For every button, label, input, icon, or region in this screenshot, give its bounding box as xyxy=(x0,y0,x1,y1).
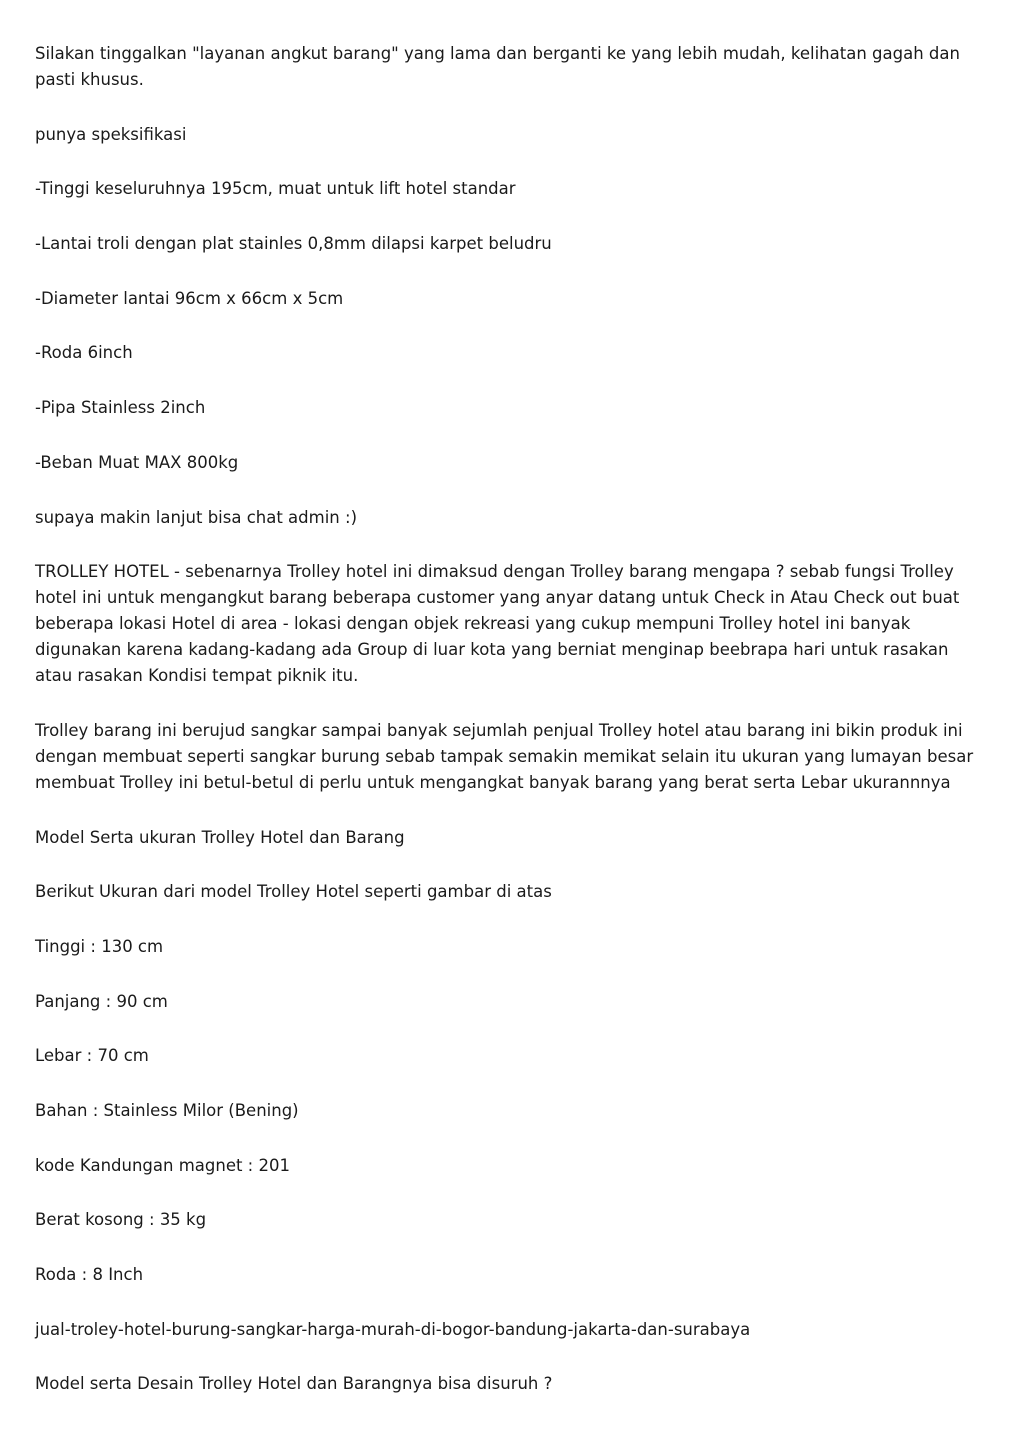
trolley-cage-paragraph: Trolley barang ini berujud sangkar sampai banyak sejumlah penjual Trolley hotel atau barang ini bikin produk ini dengan membuat seperti sangkar burung sebab tampak semakin memikat selain itu ukuran yang lumayan besar membuat Trolley ini betul-betul di perlu untuk mengangkat banyak barang yang berat serta Lebar ukurannnya xyxy=(35,720,974,792)
spec-pipe: -Pipa Stainless 2inch xyxy=(35,398,206,418)
spec-floor-diameter: -Diameter lantai 96cm x 66cm x 5cm xyxy=(35,288,344,308)
spec-max-load: -Beban Muat MAX 800kg xyxy=(35,452,239,472)
spec-height: -Tinggi keseluruhnya 195cm, muat untuk lift hotel standar xyxy=(35,179,516,199)
size-magnet-code: kode Kandungan magnet : 201 xyxy=(35,1155,290,1175)
intro-paragraph: Silakan tinggalkan "layanan angkut barang" yang lama dan berganti ke yang lebih mudah, kelihatan gagah dan pasti khusus. xyxy=(35,44,960,89)
spec-floor-plate: -Lantai troli dengan plat stainles 0,8mm dilapsi karpet beludru xyxy=(35,234,552,254)
size-length: Panjang : 90 cm xyxy=(35,991,168,1011)
size-width: Lebar : 70 cm xyxy=(35,1046,149,1066)
size-wheel: Roda : 8 Inch xyxy=(35,1265,144,1285)
size-intro: Berikut Ukuran dari model Trolley Hotel seperti gambar di atas xyxy=(35,882,552,902)
trolley-hotel-paragraph: TROLLEY HOTEL - sebenarnya Trolley hotel ini dimaksud dengan Trolley barang mengapa ? sebab fungsi Trolley hotel ini untuk mengangkut barang beberapa customer yang anyar datang untuk Check in Atau Check out buat beberapa lokasi Hotel di area - lokasi dengan objek rekreasi yang cukup mempuni Trolley hotel ini banyak digunakan karena kadang-kadang ada Group di luar kota yang berniat menginap beebrapa hari untuk rasakan atau rasakan Kondisi tempat piknik itu. xyxy=(35,562,960,686)
model-size-heading: Model Serta ukuran Trolley Hotel dan Barang xyxy=(35,827,405,847)
size-material: Bahan : Stainless Milor (Bening) xyxy=(35,1101,299,1120)
size-height: Tinggi : 130 cm xyxy=(35,936,164,956)
size-empty-weight: Berat kosong : 35 kg xyxy=(35,1210,207,1230)
spec-heading: punya speksifikasi xyxy=(35,124,187,144)
chat-admin-line: supaya makin lanjut bisa chat admin :) xyxy=(35,507,357,527)
slug-line: jual-troley-hotel-burung-sangkar-harga-murah-di-bogor-bandung-jakarta-dan-surabaya xyxy=(35,1319,751,1339)
spec-wheel: -Roda 6inch xyxy=(35,343,133,363)
closing-question: Model serta Desain Trolley Hotel dan Barangnya bisa disuruh ? xyxy=(35,1374,553,1394)
